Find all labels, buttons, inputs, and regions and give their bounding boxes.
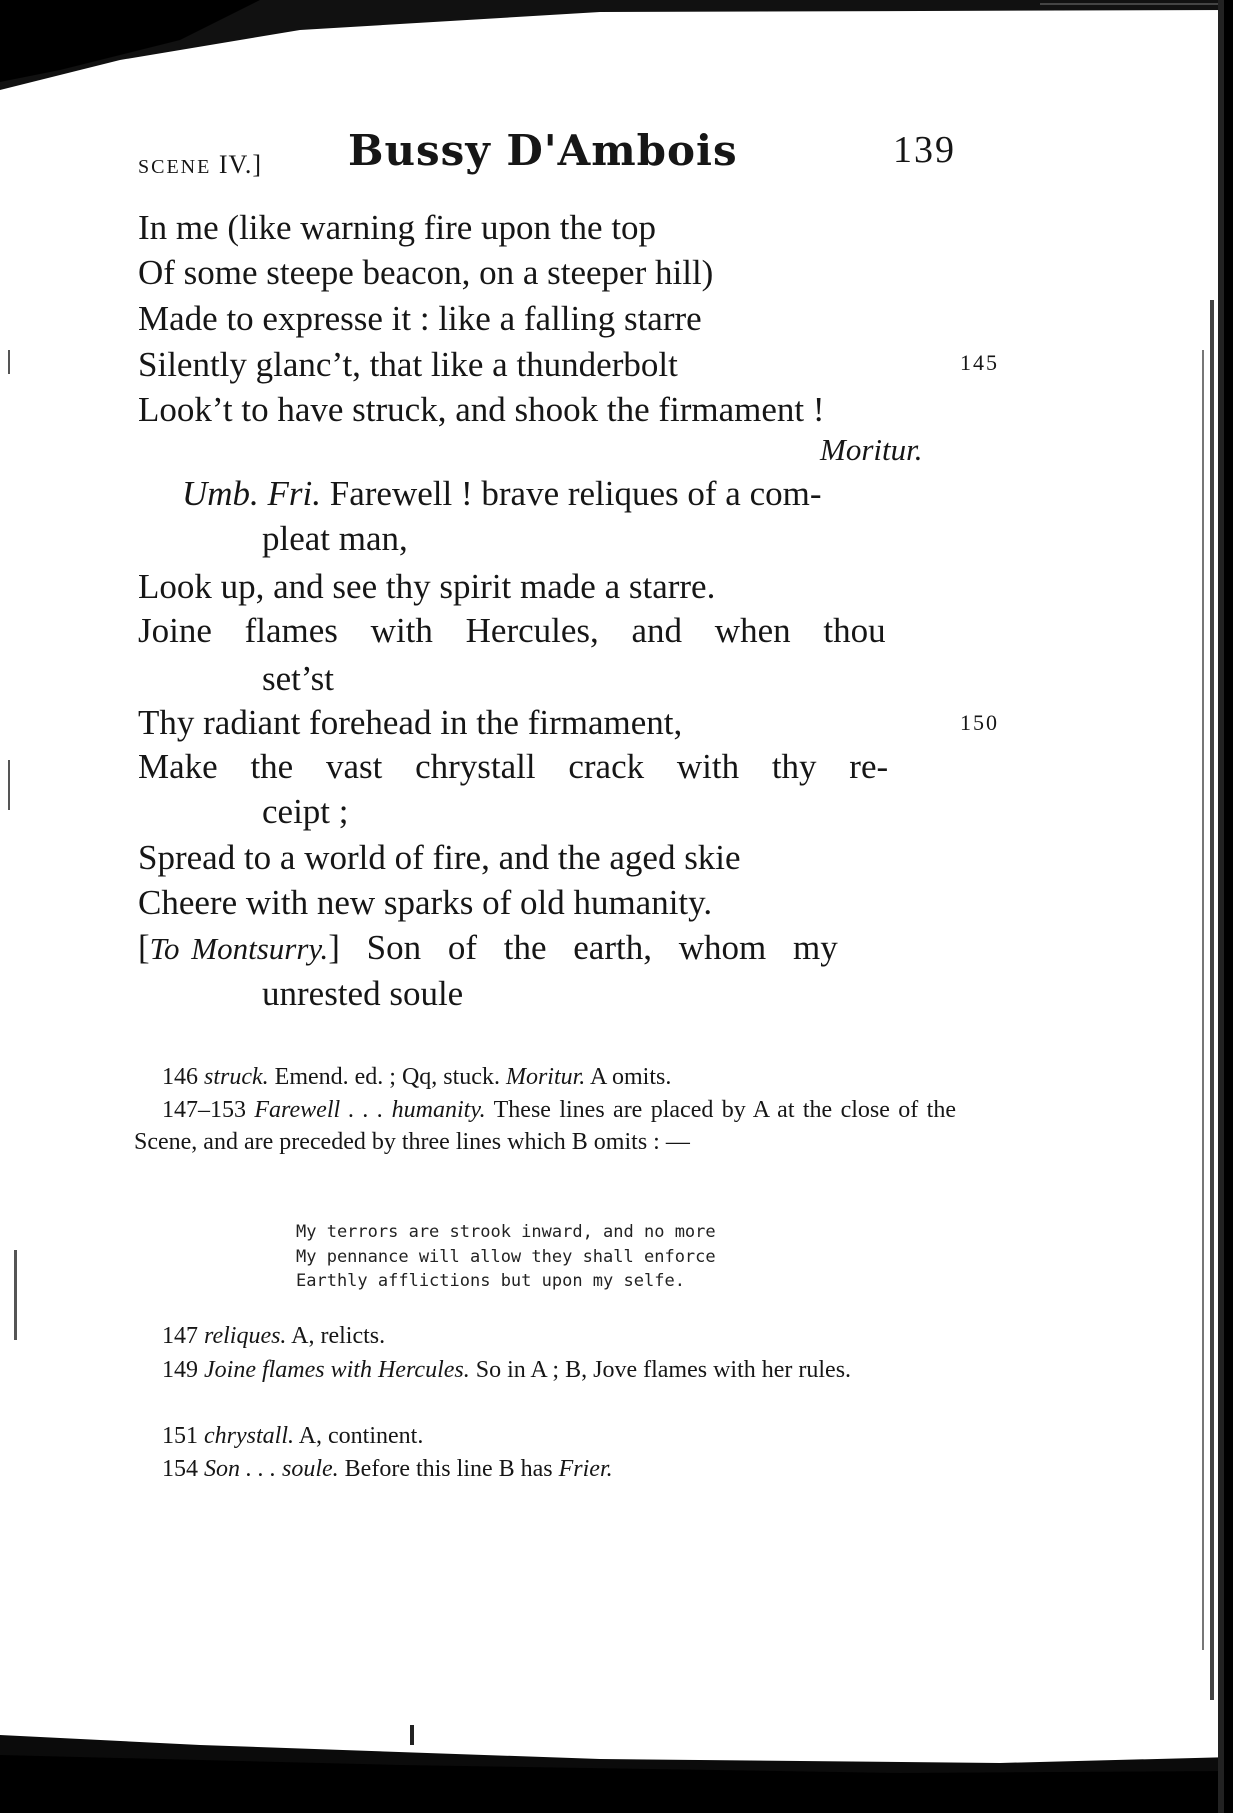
printer-mark: [410, 1725, 414, 1745]
footnote: 146 struck. Emend. ed. ; Qq, stuck. Moritur. A omits.: [162, 1064, 672, 1090]
verse-line: Look up, and see thy spirit made a starre.: [138, 567, 716, 606]
scan-shadow-top: [0, 0, 1233, 90]
speaker-name: Umb. Fri.: [182, 474, 322, 513]
footnote: 154 Son . . . soule. Before this line B has Frier.: [162, 1456, 613, 1482]
running-header-scene: SCENE IV.]: [138, 150, 263, 179]
verse-line: Look’t to have struck, and shook the firmament !: [138, 390, 825, 429]
running-header-title: Bussy D'Ambois: [348, 126, 738, 175]
margin-mark: [14, 1250, 17, 1340]
verse-line: Make the vast chrystall crack with thy re-: [138, 747, 889, 786]
verse-line: Made to expresse it : like a falling starre: [138, 299, 702, 338]
verse-turnover: ceipt ;: [262, 792, 349, 831]
scan-shadow-bottom: [0, 1725, 1233, 1813]
verse-turnover: set’st: [262, 659, 334, 698]
footnote: 149 Joine flames with Hercules. So in A ; B, Jove flames with her rules.: [162, 1357, 852, 1383]
verse-line: Silently glanc’t, that like a thunderbolt: [138, 345, 678, 384]
verse-line: Cheere with new sparks of old humanity.: [138, 883, 713, 922]
verse-turnover: unrested soule: [262, 974, 464, 1013]
margin-mark: [8, 350, 10, 374]
scan-spine-edge: [1188, 0, 1233, 1813]
footnote: 151 chrystall. A, continent.: [162, 1423, 424, 1449]
stage-direction: Moritur.: [820, 432, 923, 467]
verse-line: Joine flames with Hercules, and when thou: [138, 611, 886, 650]
line-number: 150: [960, 710, 999, 735]
margin-mark: [8, 760, 10, 810]
verse-line: [To Montsurry.] Son of the earth, whom my: [138, 928, 838, 967]
quoted-line: My terrors are strook inward, and no more: [296, 1222, 716, 1242]
line-number: 145: [960, 350, 999, 375]
verse-line: Spread to a world of fire, and the aged skie: [138, 838, 741, 877]
page-number: 139: [893, 129, 956, 171]
verse-line: In me (like warning fire upon the top: [138, 208, 657, 247]
quoted-lines: [296, 1220, 716, 1294]
verse-line: Of some steepe beacon, on a steeper hill): [138, 253, 714, 292]
quoted-line: My pennance will allow they shall enforce: [296, 1246, 716, 1267]
stage-direction: To Montsurry.: [149, 931, 329, 966]
quoted-line: Earthly afflictions but upon my selfe.: [296, 1271, 685, 1291]
verse-line: Thy radiant forehead in the firmament,: [138, 703, 683, 742]
verse-turnover: pleat man,: [262, 519, 408, 558]
speech-line: Umb. Fri. Farewell ! brave reliques of a com-: [182, 474, 822, 513]
footnote: 147–153 Farewell . . . humanity. These lines are placed by A at the close of the Scene, and are preceded by three lines which B omits : —: [134, 1097, 956, 1156]
footnote: 147 reliques. A, relicts.: [162, 1323, 386, 1349]
